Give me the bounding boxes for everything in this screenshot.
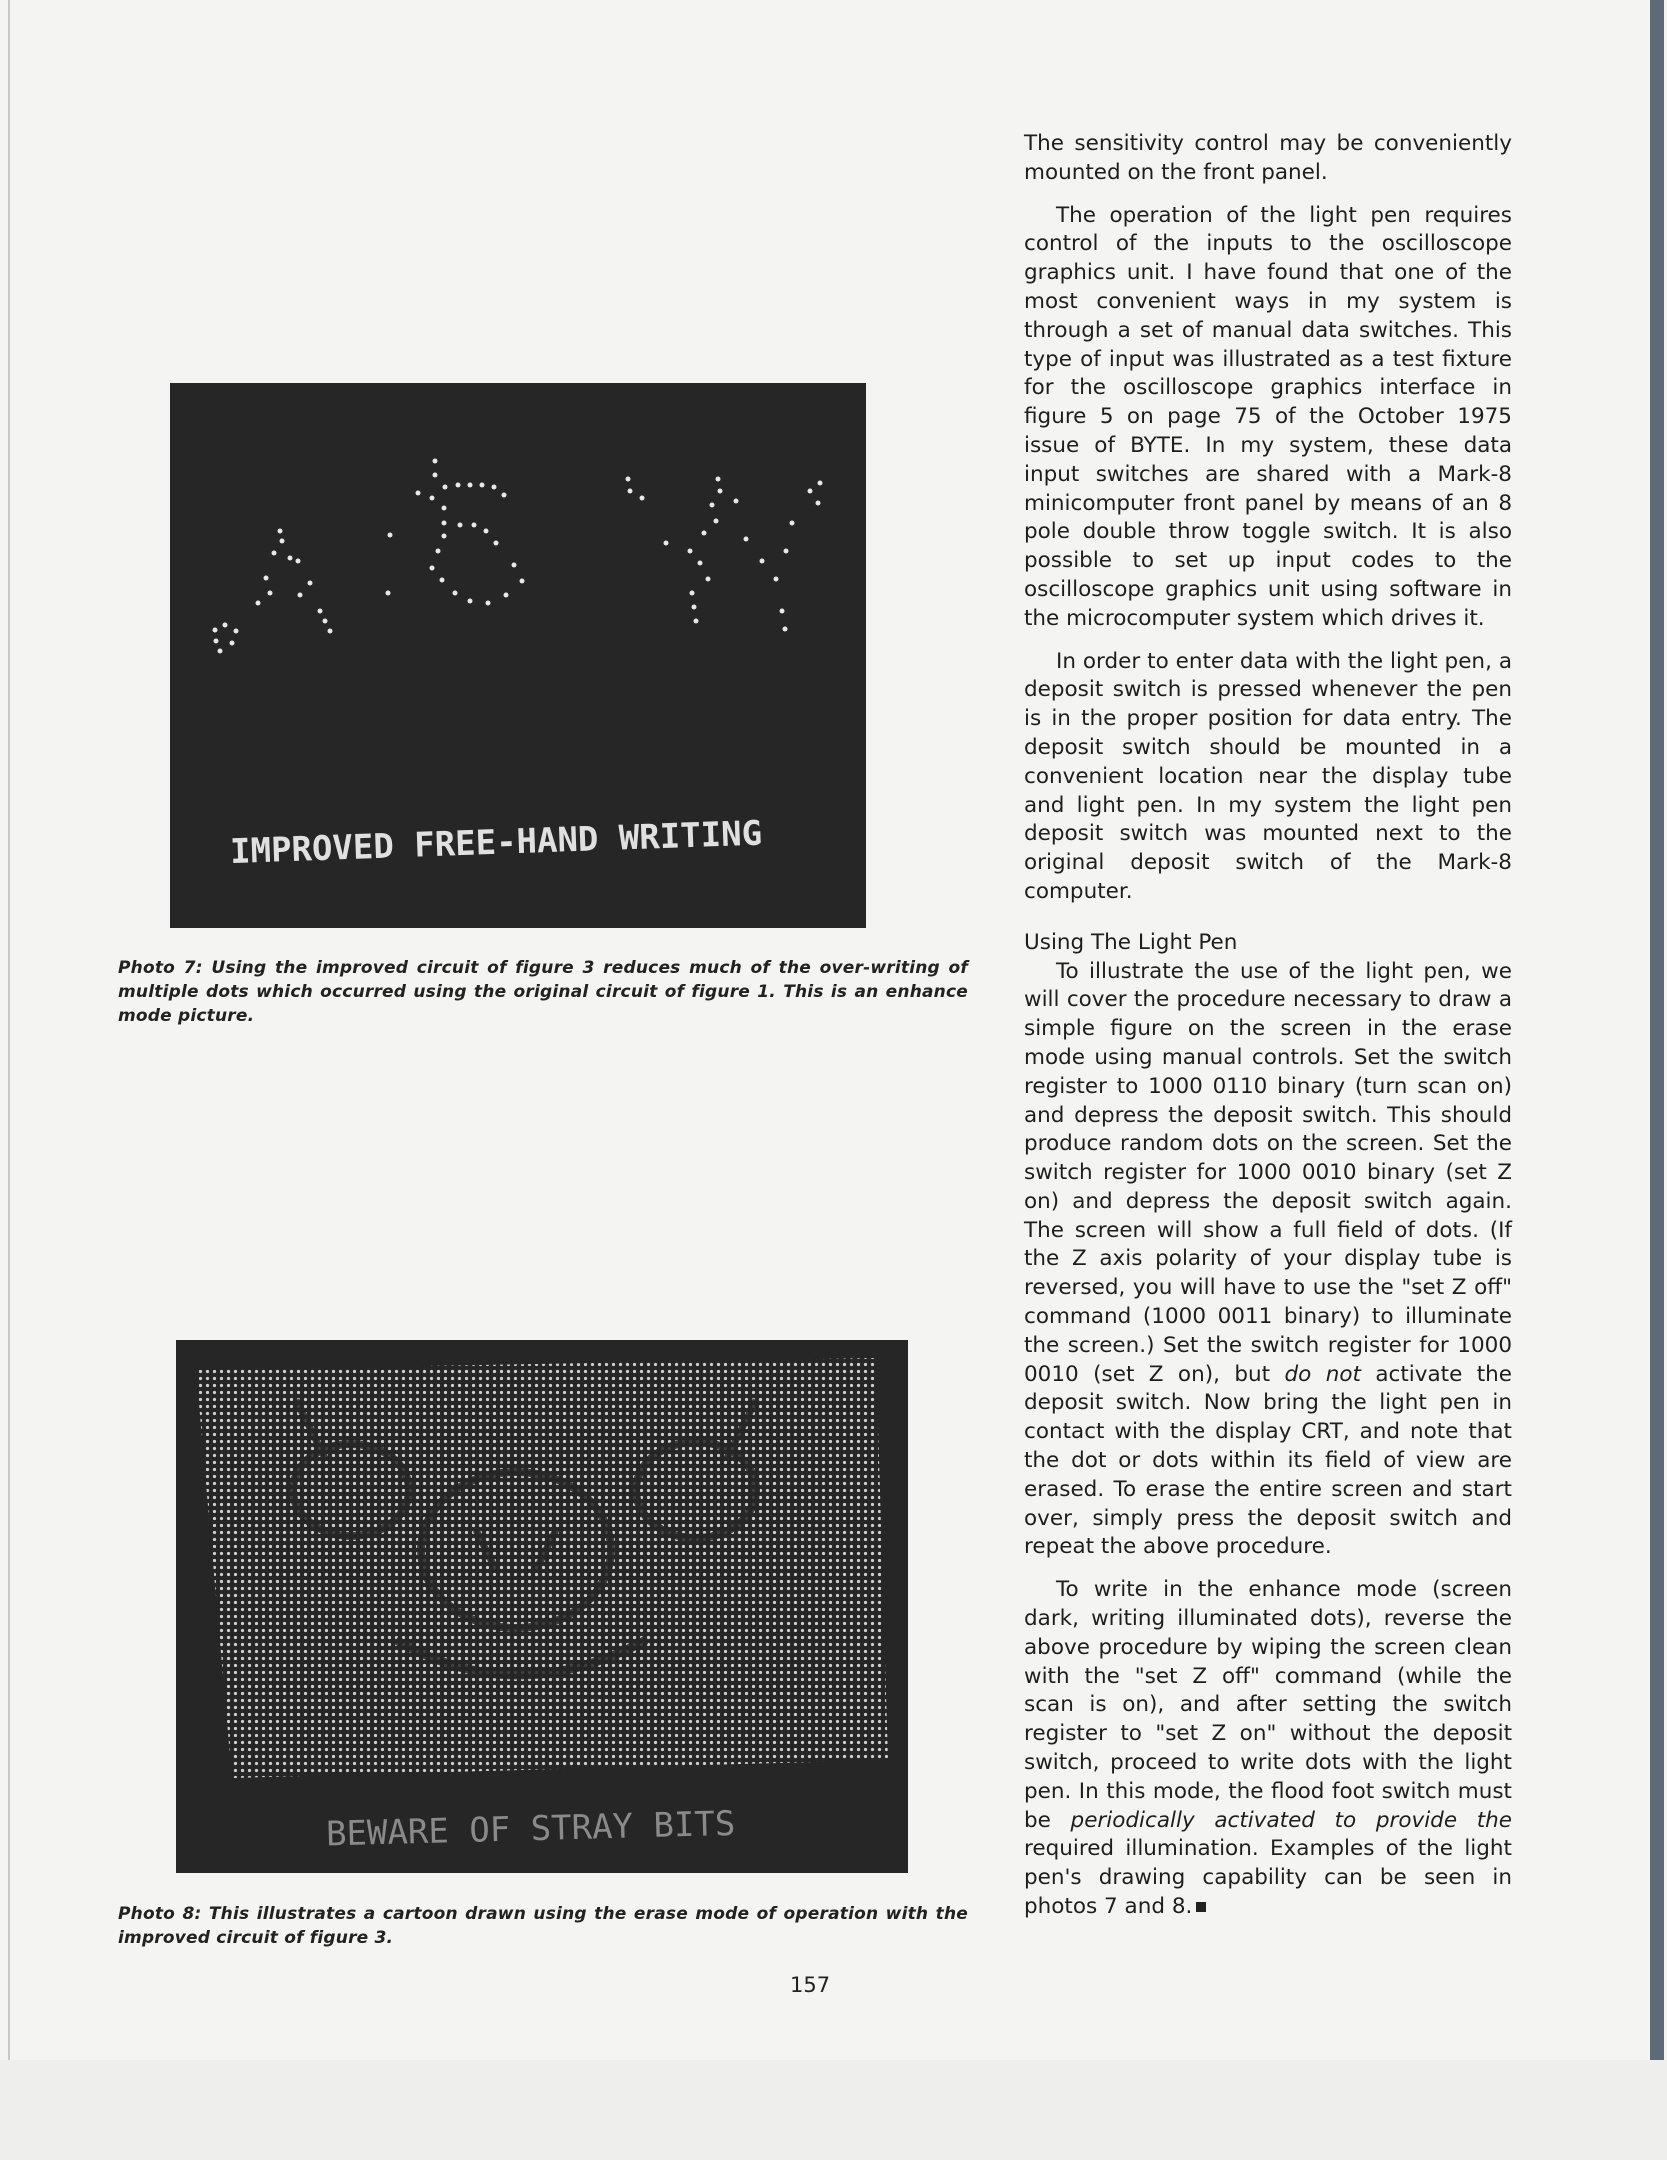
end-mark-icon — [1196, 1902, 1206, 1912]
page-number: 157 — [790, 1973, 831, 1997]
paragraph-enhance-emphasis: periodically activated to provide the — [1070, 1807, 1512, 1833]
paragraph-procedure-text-2: activate the deposit switch. Now bring the light pen in contact with the display CRT, and note that the dot or dots within its field of view are erased. To erase the entire screen and start over, simply press the deposit switch and repeat the above procedure. — [1024, 1361, 1512, 1560]
photo-7-screen-text: IMPROVED FREE-HAND WRITING — [229, 813, 763, 873]
paragraph-enhance-text-2: required illumination. Examples of the light pen's drawing capability can be seen in photos 7 and 8. — [1024, 1836, 1512, 1920]
paragraph-procedure-emphasis: do not — [1284, 1361, 1361, 1387]
section-heading: Using The Light Pen — [1024, 929, 1238, 955]
paragraph-sensitivity: The sensitivity control may be conveniently mounted on the front panel. — [1024, 131, 1512, 185]
article-column — [1024, 130, 1512, 1936]
photo-8-image — [176, 1340, 908, 1873]
dot-field — [196, 1358, 888, 1778]
page-binding-edge — [1650, 0, 1664, 2060]
paragraph-deposit-switch: In order to enter data with the light pen, a deposit switch is pressed whenever the pen is in the proper position for data entry. The deposit switch should be mounted in a convenient location near the display tube and light pen. In my system the light pen deposit switch was mounted next to the original deposit switch of the Mark-8 computer. — [1024, 648, 1512, 904]
photo-7-oscilloscope-writing — [170, 383, 866, 928]
paragraph-procedure-text-1: To illustrate the use of the light pen, we will cover the procedure necessary to draw a simple figure on the screen in the erase mode using manual controls. Set the switch register to 1000 0110 binary (turn scan on) and depress the deposit switch. This should produce random dots on the screen. Set the switch register for 1000 0010 binary (set Z on) and depress the deposit switch again. The screen will show a full field of dots. (If the Z axis polarity of your display tube is reversed, you will have to use the "set Z off" command (1000 0011 binary) to illuminate the screen.) Set the switch register for 1000 0010 (set Z on), but — [1024, 958, 1512, 1387]
photo-8-oscilloscope-cartoon — [176, 1340, 908, 1873]
photo-7-caption: Photo 7: Using the improved circuit of figure 3 reduces much of the over-writing of multiple dots which occurred using the original circuit of figure 1. This is an enhance mode picture. — [118, 958, 968, 1026]
paragraph-enhance-mode — [1024, 1576, 1512, 1922]
page-bottom-margin — [0, 2060, 1667, 2160]
paragraph-procedure — [1024, 958, 1512, 1563]
photo-8-screen-text: BEWARE OF STRAY BITS — [325, 1803, 736, 1855]
page-left-edge — [8, 0, 10, 2060]
paragraph-operation: The operation of the light pen requires control of the inputs to the oscilloscope graphics unit. I have found that one of the most convenient ways in my system is through a set of manual data switches. This type of input was illustrated as a test fixture for the oscilloscope graphics interface in figure 5 on page 75 of the October 1975 issue of BYTE. In my system, these data input switches are shared with a Mark-8 minicomputer front panel by means of an 8 pole double throw toggle switch. It is also possible to set up input codes to the oscilloscope graphics unit using software in the microcomputer system which drives it. — [1024, 202, 1512, 631]
photo-7-image — [170, 383, 866, 928]
free-hand-dots — [213, 459, 823, 654]
paragraph-enhance-text-1: To write in the enhance mode (screen dark, writing illuminated dots), reverse the above procedure by wiping the screen clean with the "set Z off" command (while the scan is on), and after setting the switch register to "set Z on" without the deposit switch, proceed to write dots with the light pen. In this mode, the flood foot switch must be — [1024, 1577, 1512, 1833]
photo-8-caption: Photo 8: This illustrates a cartoon drawn using the erase mode of operation with the improved circuit of figure 3. — [118, 1904, 968, 1948]
